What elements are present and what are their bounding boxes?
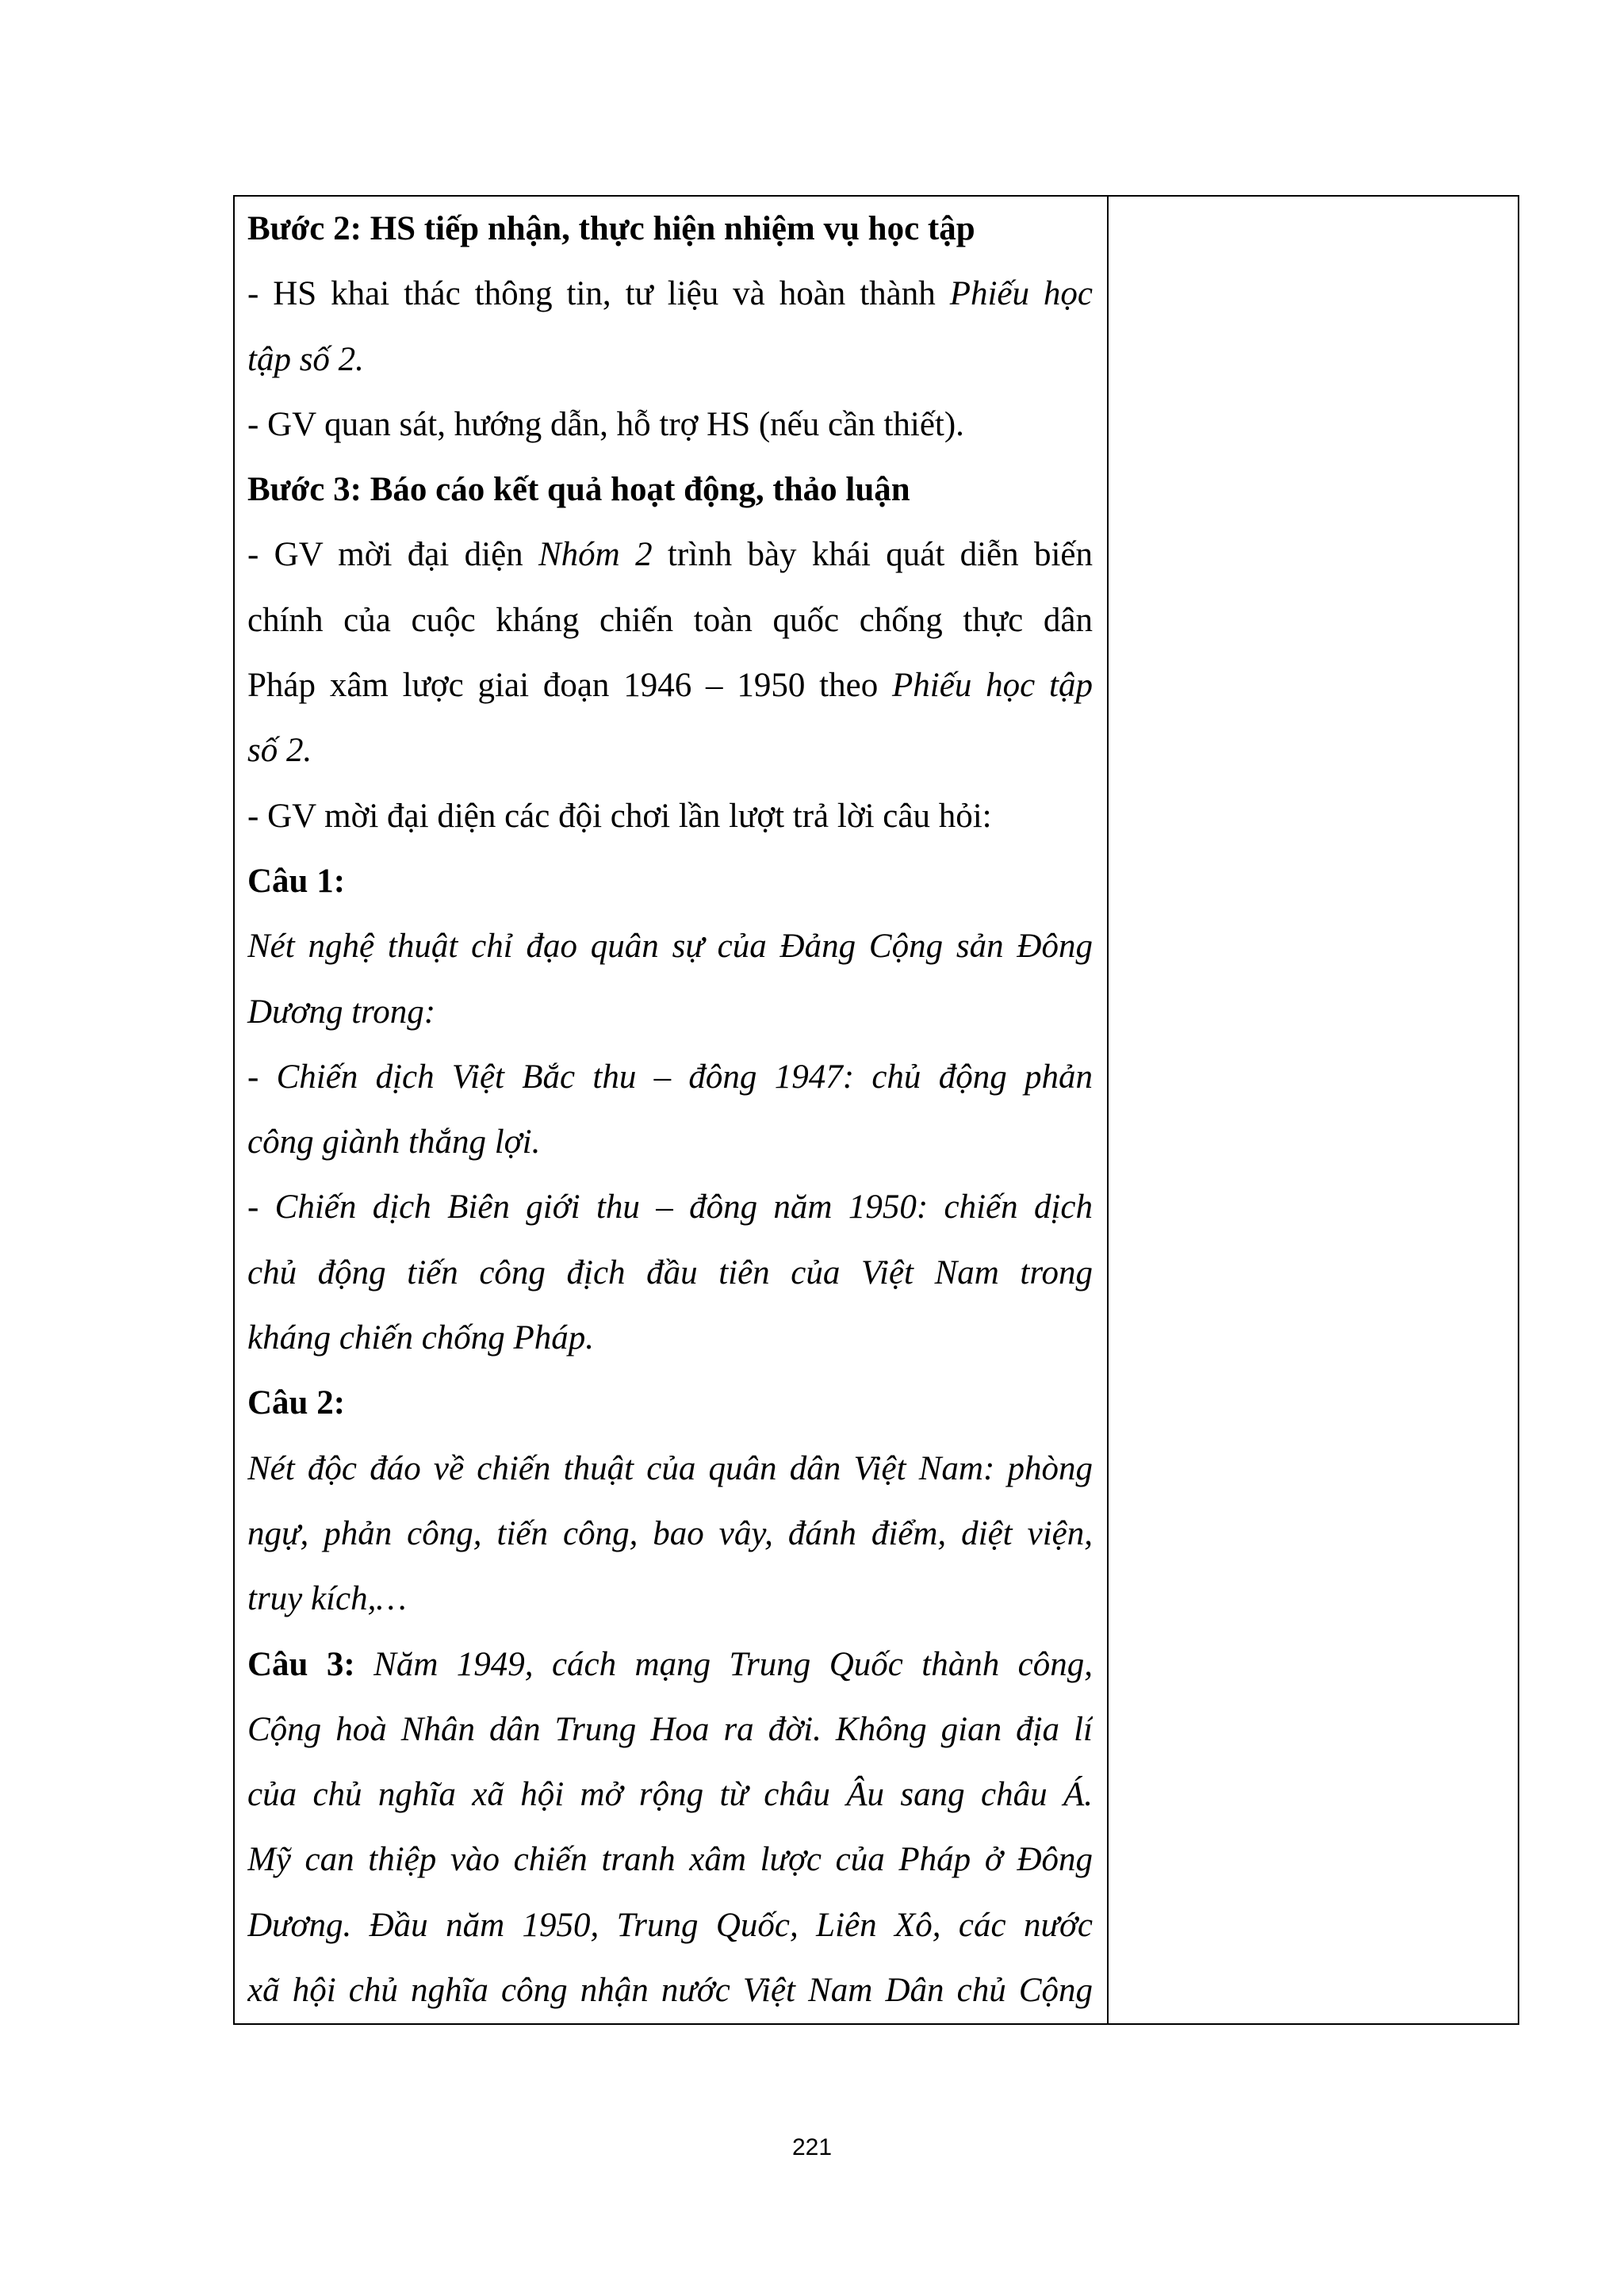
text-line [247, 1241, 1093, 1306]
italic-text: Nét nghệ thuật chỉ đạo quân sự của Đảng Cộng sản Đông [247, 928, 1093, 966]
bold-text: Câu 1: [247, 862, 346, 900]
italic-text: Năm 1949, cách mạng Trung Quốc thành công, [354, 1645, 1093, 1683]
text-line [247, 1306, 1093, 1371]
italic-text: ngự, phản công, tiến công, bao vây, đánh điểm, diệt viện, [247, 1514, 1093, 1552]
text-line [247, 197, 1093, 262]
italic-text: Dương trong: [247, 993, 436, 1031]
italic-text: - Chiến dịch Việt Bắc thu – đông 1947: chủ động phản [247, 1058, 1093, 1096]
page-number: 221 [791, 2134, 833, 2160]
text-line [247, 849, 1093, 914]
italic-text: Phiếu học tập [892, 667, 1093, 705]
italic-text: - Chiến dịch Biên giới thu – đông năm 1950: chiến dịch [247, 1188, 1093, 1226]
text-line [247, 588, 1093, 653]
italic-text: Nét độc đáo về chiến thuật của quân dân Việt Nam: phòng [247, 1449, 1093, 1487]
activity-cell [234, 196, 1108, 2024]
italic-text: chủ động tiến công địch đầu tiên của Việt Nam trong [247, 1253, 1093, 1292]
lesson-table [233, 195, 1519, 2025]
text-line [247, 784, 1093, 849]
italic-text: xã hội chủ nghĩa công nhận nước Việt Nam Dân chủ Cộng [247, 1972, 1093, 2010]
plain-text: - GV mời đại diện các đội chơi lần lượt trả lời câu hỏi: [247, 797, 992, 835]
bold-text: Câu 3: [247, 1645, 355, 1683]
italic-text: kháng chiến chống Pháp. [247, 1319, 595, 1357]
text-line [247, 653, 1093, 718]
italic-text: Nhóm 2 [538, 536, 653, 574]
text-line [247, 522, 1093, 587]
text-line [247, 1110, 1093, 1175]
text-line [247, 1958, 1093, 2023]
italic-text: của chủ nghĩa xã hội mở rộng từ châu Âu sang châu Á. [247, 1776, 1093, 1814]
text-line [247, 1502, 1093, 1567]
italic-text: công giành thắng lợi. [247, 1123, 541, 1161]
text-line [247, 914, 1093, 979]
text-line [247, 980, 1093, 1045]
text-line [247, 1762, 1093, 1827]
plain-text: chính của cuộc kháng chiến toàn quốc chống thực dân [247, 601, 1093, 639]
italic-text: truy kích,… [247, 1580, 407, 1618]
bold-text: Bước 3: Báo cáo kết quả hoạt động, thảo luận [247, 471, 910, 509]
text-line [247, 1437, 1093, 1502]
text-line [247, 457, 1093, 522]
italic-text: Phiếu học [949, 275, 1093, 313]
activity-text [235, 197, 1107, 2023]
text-line [247, 1567, 1093, 1632]
plain-text: - GV quan sát, hướng dẫn, hỗ trợ HS (nếu cần thiết). [247, 405, 964, 443]
notes-cell [1108, 196, 1519, 2024]
text-line [247, 1827, 1093, 1892]
plain-text: - GV mời đại diện [247, 536, 538, 574]
italic-text: Mỹ can thiệp vào chiến tranh xâm lược của Pháp ở Đông [247, 1841, 1093, 1879]
bold-text: Bước 2: HS tiếp nhận, thực hiện nhiệm vụ học tập [247, 210, 975, 247]
italic-text: số 2. [247, 732, 312, 770]
italic-text: Dương. Đầu năm 1950, Trung Quốc, Liên Xô, các nước [247, 1906, 1093, 1944]
text-line [247, 262, 1093, 327]
italic-text: Cộng hoà Nhân dân Trung Hoa ra đời. Không gian địa lí [247, 1710, 1093, 1748]
text-line [247, 1697, 1093, 1762]
italic-text: tập số 2. [247, 340, 364, 378]
plain-text: trình bày khái quát diễn biến [652, 536, 1093, 574]
text-line [247, 1632, 1093, 1697]
text-line [247, 1371, 1093, 1436]
text-line [247, 1045, 1093, 1110]
text-line [247, 392, 1093, 457]
text-line [247, 1893, 1093, 1958]
text-line [247, 1175, 1093, 1240]
plain-text: Pháp xâm lược giai đoạn 1946 – 1950 theo [247, 667, 893, 705]
plain-text: - HS khai thác thông tin, tư liệu và hoàn thành [247, 275, 950, 313]
text-line [247, 327, 1093, 392]
text-line [247, 718, 1093, 783]
bold-text: Câu 2: [247, 1384, 346, 1422]
